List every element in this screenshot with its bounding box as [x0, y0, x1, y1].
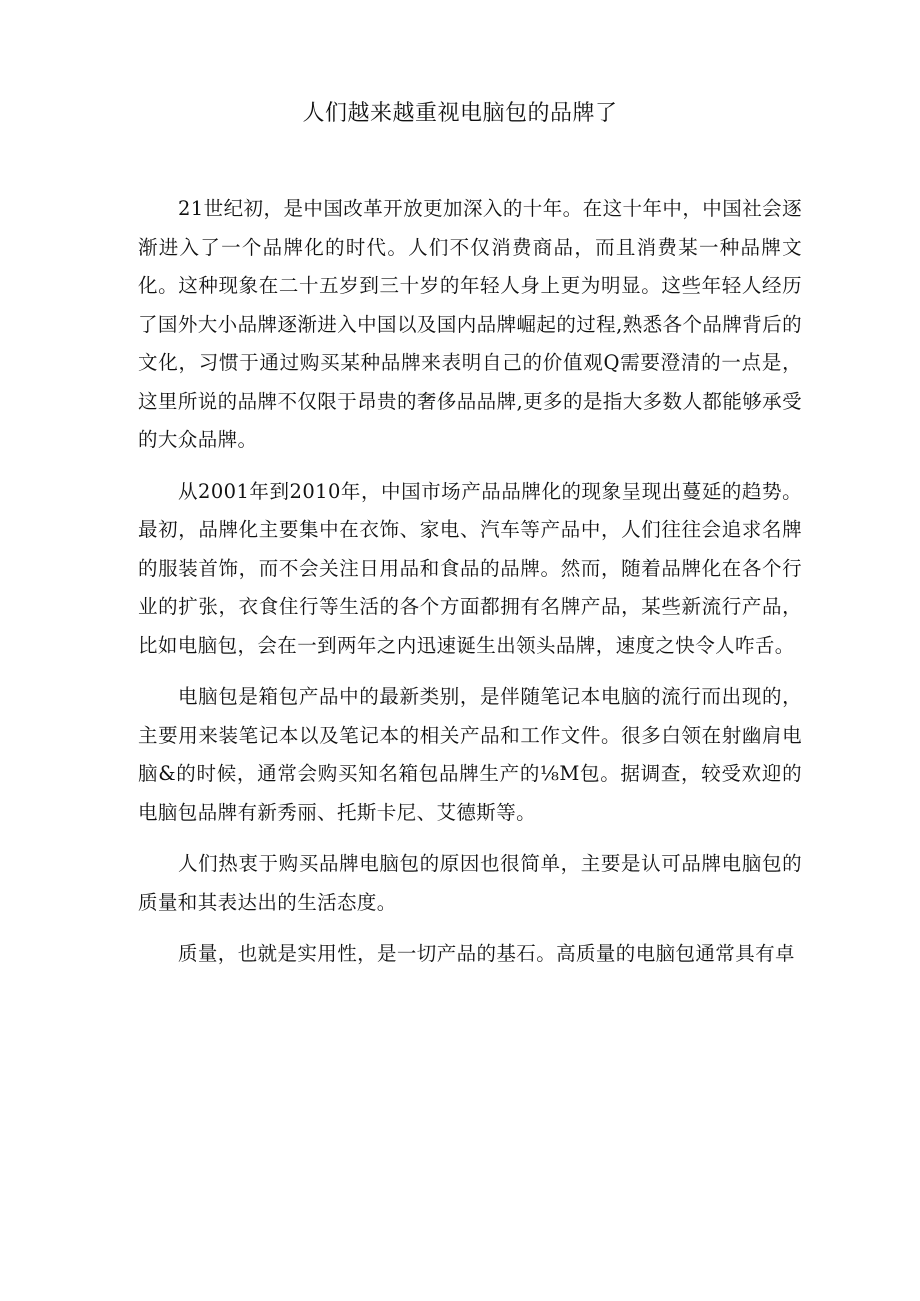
paragraph: 电脑包是箱包产品中的最新类别，是伴随笔记本电脑的流行而出现的，主要用来装笔记本以及笔记本的相关产品和工作文件。很多白领在射幽肩电脑&的时候，通常会购买知名箱包品牌生产的⅛M包。据调查，较受欢迎的电脑包品牌有新秀丽、托斯卡尼、艾德斯等。 [138, 685, 802, 824]
paragraph: 从2001年到2010年，中国市场产品品牌化的现象呈现出蔓延的趋势。最初，品牌化主要集中在衣饰、家电、汽车等产品中，人们往往会追求名牌的服装首饰，而不会关注日用品和食品的品牌。然而，随着品牌化在各个行业的扩张，衣食住行等生活的各个方面都拥有名牌产品，某些新流行产品，比如电脑包，会在一到两年之内迅速诞生出领头品牌，速度之快令人咋舌。 [138, 479, 802, 657]
paragraph: 21世纪初，是中国改革开放更加深入的十年。在这十年中，中国社会逐渐进入了一个品牌化的时代。人们不仅消费商品，而且消费某一种品牌文化。这种现象在二十五岁到三十岁的年轻人身上更为明显。这些年轻人经历了国外大小品牌逐渐进入中国以及国内品牌崛起的过程,熟悉各个品牌背后的文化，习惯于通过购买某种品牌来表明自己的价值观Q需要澄清的一点是，这里所说的品牌不仅限于昂贵的奢侈品品牌,更多的是指大多数人都能够承受的大众品牌。 [138, 197, 802, 451]
document-title: 人们越来越重视电脑包的品牌了 [302, 101, 618, 126]
document-body [138, 190, 802, 987]
paragraph: 质量，也就是实用性，是一切产品的基石。高质量的电脑包通常具有卓 [178, 942, 795, 965]
paragraph: 人们热衷于购买品牌电脑包的原因也很简单，主要是认可品牌电脑包的质量和其表达出的生活态度。 [138, 852, 802, 914]
